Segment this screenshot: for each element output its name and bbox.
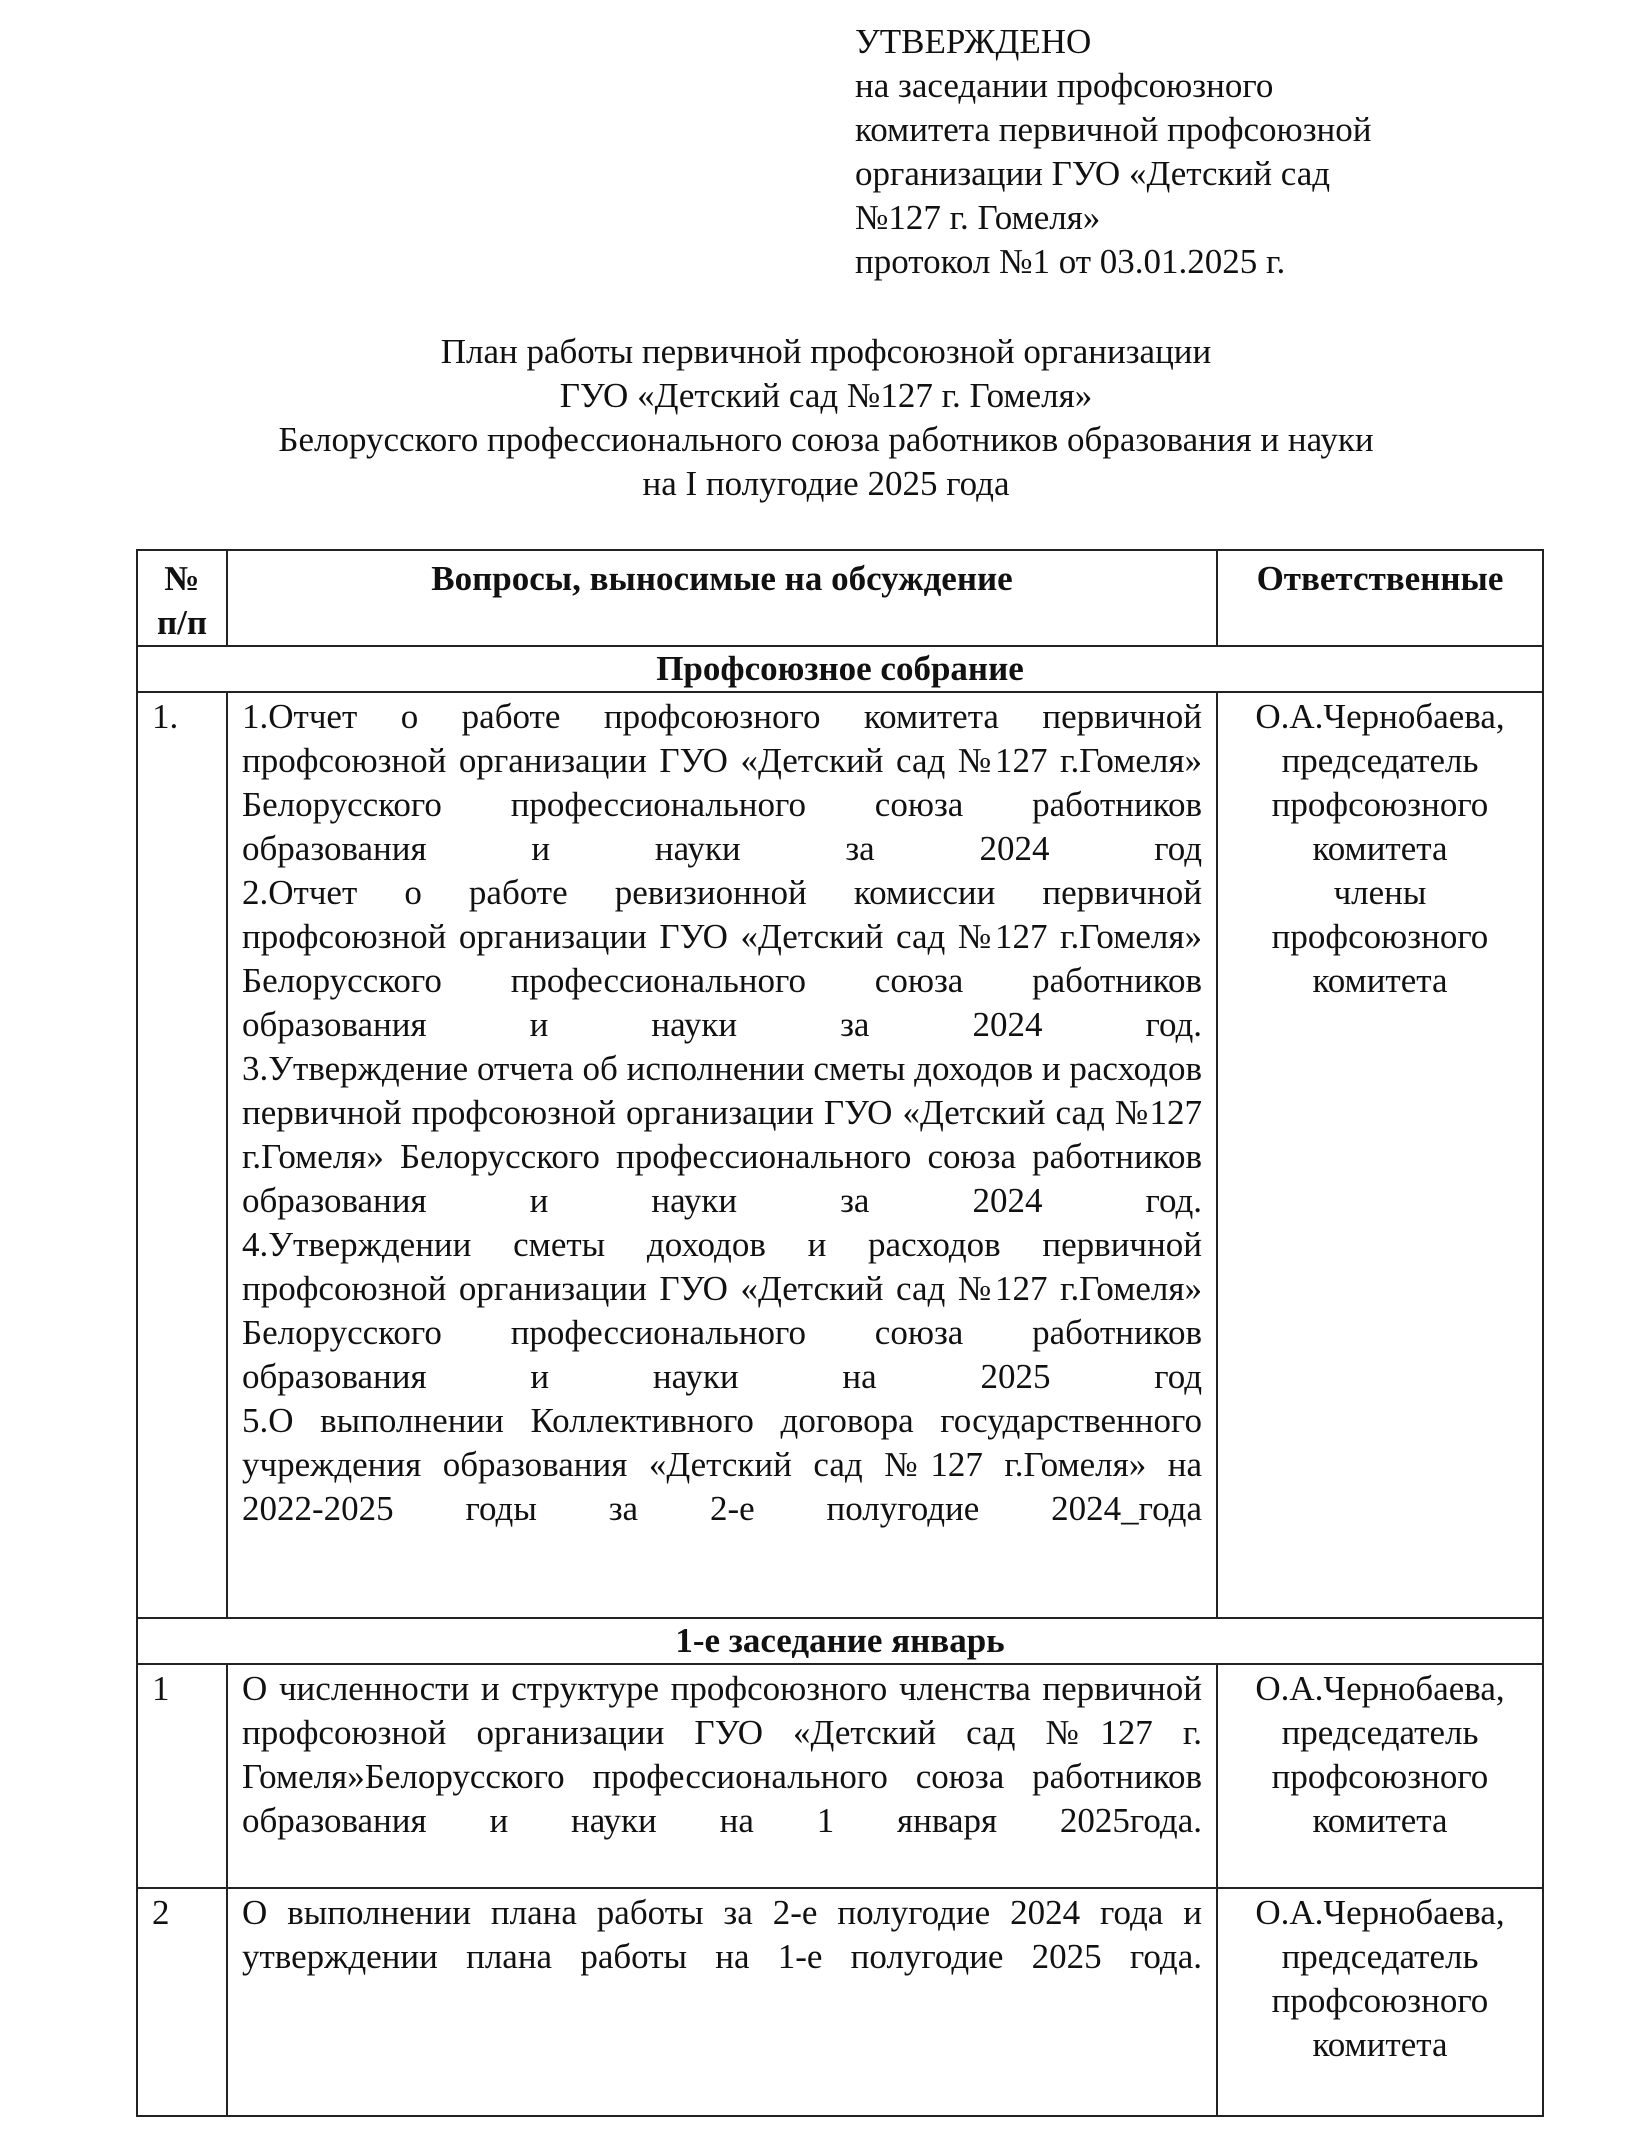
agenda-item: 2.Отчет о работе ревизионной комиссии первичной профсоюзной организации ГУО «Детский сад №127 г.Гомеля» Белорусского профессионального союза работников образования и науки за 2024 год. (242, 873, 1202, 1044)
approval-stamp-block (855, 20, 1555, 284)
responsible-line: комитета (1312, 1801, 1448, 1840)
section-title: 1-е заседание январь (137, 1618, 1543, 1664)
responsible-line: председатель (1281, 741, 1479, 780)
agenda-item: 4.Утверждении сметы доходов и расходов первичной профсоюзной организации ГУО «Детский сад №127 г.Гомеля» Белорусского профессионального союза работников образования и науки на 2025 год (242, 1225, 1202, 1396)
row-responsible (1217, 1888, 1543, 2116)
agenda-item: О выполнении плана работы за 2-е полугодие 2024 года и утверждении плана работы на 1-е полугодие 2025 года. (242, 1893, 1202, 1976)
responsible-line: председатель (1281, 1713, 1479, 1752)
agenda-item: 3.Утверждение отчета об исполнении сметы доходов и расходов первичной профсоюзной организации ГУО «Детский сад №127 г.Гомеля» Белорусского профессионального союза работников образования и науки за 2024 год. (242, 1049, 1202, 1220)
responsible-line: председатель (1281, 1937, 1479, 1976)
table-header-row (137, 550, 1543, 646)
approval-line: УТВЕРЖДЕНО (855, 22, 1092, 61)
responsible-line: члены (1333, 873, 1427, 912)
section-row (137, 646, 1543, 692)
responsible-line: О.А.Чернобаева, (1255, 1893, 1505, 1932)
approval-line: протокол №1 от 03.01.2025 г. (855, 242, 1286, 281)
agenda-item: 5.О выполнении Коллективного договора государственного учреждения образования «Детский сад №127 г.Гомеля» на 2022-2025 годы за 2-е полугодие 2024_года (242, 1401, 1202, 1528)
approval-line: комитета первичной профсоюзной (855, 110, 1372, 149)
header-topic: Вопросы, выносимые на обсуждение (227, 550, 1217, 646)
responsible-line: профсоюзного (1271, 1757, 1489, 1796)
agenda-item: О численности и структуре профсоюзного членства первичной профсоюзной организации ГУО «Детский сад №127 г. Гомеля»Белорусского профессионального союза работников образования и науки на 1 января 2025года. (242, 1669, 1202, 1840)
row-topic (227, 1664, 1217, 1888)
header-responsible: Ответственные (1217, 550, 1543, 646)
section-title: Профсоюзное собрание (137, 646, 1543, 692)
responsible-line: профсоюзного (1271, 1981, 1489, 2020)
responsible-line: комитета (1312, 2025, 1448, 2064)
row-number: 2 (137, 1888, 227, 2116)
table-row (137, 1888, 1543, 2116)
header-number-line2: п/п (156, 603, 208, 642)
row-responsible (1217, 692, 1543, 1618)
responsible-line: профсоюзного (1271, 785, 1489, 824)
title-line: План работы первичной профсоюзной организации (440, 332, 1212, 371)
title-line: на I полугодие 2025 года (642, 464, 1010, 503)
approval-line: №127 г. Гомеля» (855, 198, 1101, 237)
approval-line: организации ГУО «Детский сад (855, 154, 1331, 193)
row-responsible (1217, 1664, 1543, 1888)
responsible-line: комитета (1312, 829, 1448, 868)
responsible-line: О.А.Чернобаева, (1255, 1669, 1505, 1708)
row-number: 1. (137, 692, 227, 1618)
header-number (137, 550, 227, 646)
row-topic (227, 1888, 1217, 2116)
row-topic (227, 692, 1217, 1618)
responsible-line: О.А.Чернобаева, (1255, 697, 1505, 736)
approval-line: на заседании профсоюзного (855, 66, 1274, 105)
title-line: ГУО «Детский сад №127 г. Гомеля» (559, 376, 1093, 415)
agenda-item: 1.Отчет о работе профсоюзного комитета первичной профсоюзной организации ГУО «Детский сад №127 г.Гомеля» Белорусского профессионального союза работников образования и науки за 2024 год (242, 697, 1202, 868)
section-row (137, 1618, 1543, 1664)
responsible-line: профсоюзного (1271, 917, 1489, 956)
table-row (137, 1664, 1543, 1888)
title-line: Белорусского профессионального союза работников образования и науки (278, 420, 1374, 459)
document-title (0, 330, 1652, 506)
header-number-line1: № (164, 559, 200, 598)
plan-table (136, 549, 1544, 2117)
row-number: 1 (137, 1664, 227, 1888)
responsible-line: комитета (1312, 961, 1448, 1000)
table-row (137, 692, 1543, 1618)
